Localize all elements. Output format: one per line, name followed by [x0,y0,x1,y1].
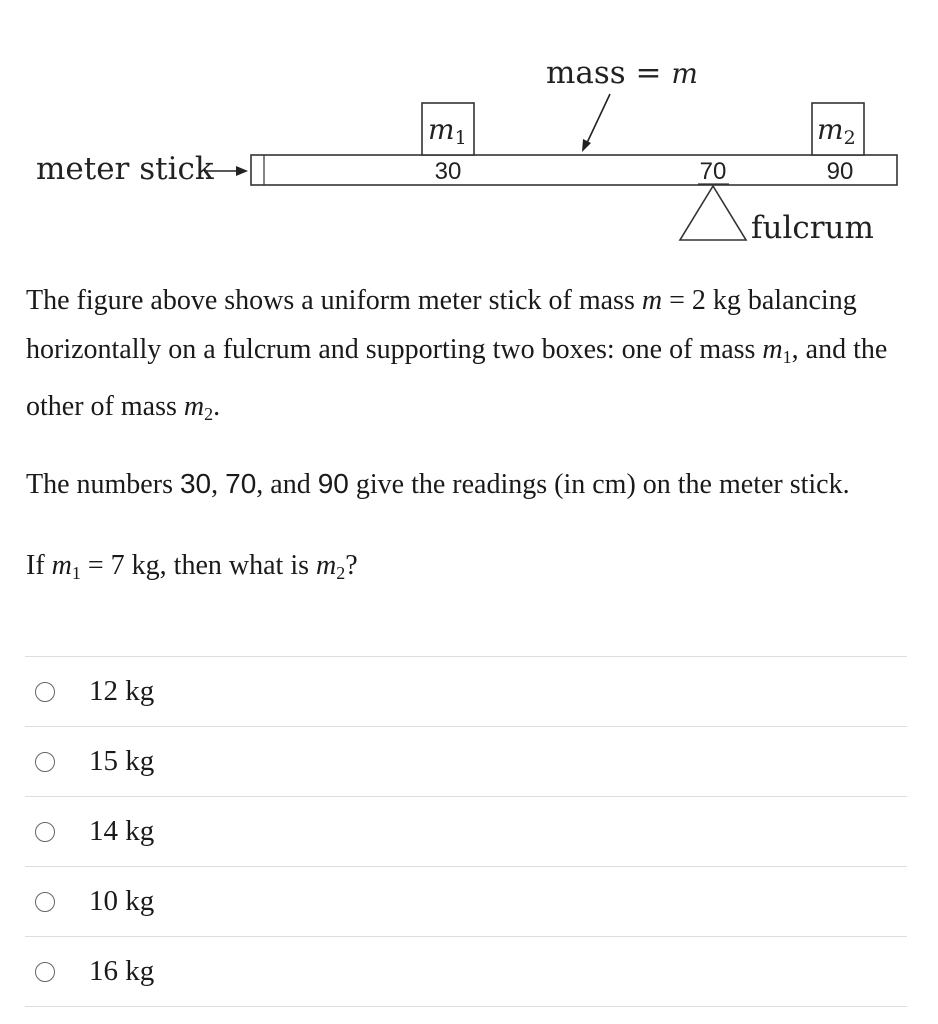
answer-options [25,656,907,1007]
question-paragraph-1: The figure above shows a uniform meter stick of mass m = 2 kg balancing horizontally on a fulcrum and supporting two boxes: one of mass $m_1$, and the other of mass $m_2$. [26,285,888,424]
reading-30: 30 [434,158,462,185]
answer-option[interactable] [25,867,907,937]
fulcrum-label: fulcrum [751,210,874,246]
answer-option-label: 10 kg [89,885,155,917]
radio-button[interactable] [35,752,55,772]
question-text [26,276,906,598]
answer-option-label: 14 kg [89,815,155,847]
radio-button[interactable] [35,962,55,982]
question-paragraph-2: The numbers 30, 70, and 90 give the readings (in cm) on the meter stick. [26,468,850,500]
reading-70: 70 [699,158,727,185]
answer-option-label: 12 kg [89,675,155,707]
mass-arrow [582,94,610,152]
question-prompt: If $m_1 = 7$ kg, then what is $m_2$? [26,550,358,583]
answer-option[interactable] [25,727,907,797]
meter-stick-label: meter stick [36,151,214,187]
box-m2-label: m2 [817,113,856,149]
radio-button[interactable] [35,682,55,702]
box-m1-label: m1 [428,113,467,149]
meter-stick [251,155,897,185]
answer-option[interactable] [25,937,907,1007]
answer-option-label: 16 kg [89,955,155,987]
radio-button[interactable] [35,822,55,842]
meter-stick-figure [0,0,938,260]
fulcrum-triangle [680,186,746,240]
mass-label: mass = m [546,55,698,91]
answer-option[interactable] [25,797,907,867]
radio-button[interactable] [35,892,55,912]
reading-90: 90 [826,158,854,185]
answer-option-label: 15 kg [89,745,155,777]
answer-option[interactable] [25,657,907,727]
